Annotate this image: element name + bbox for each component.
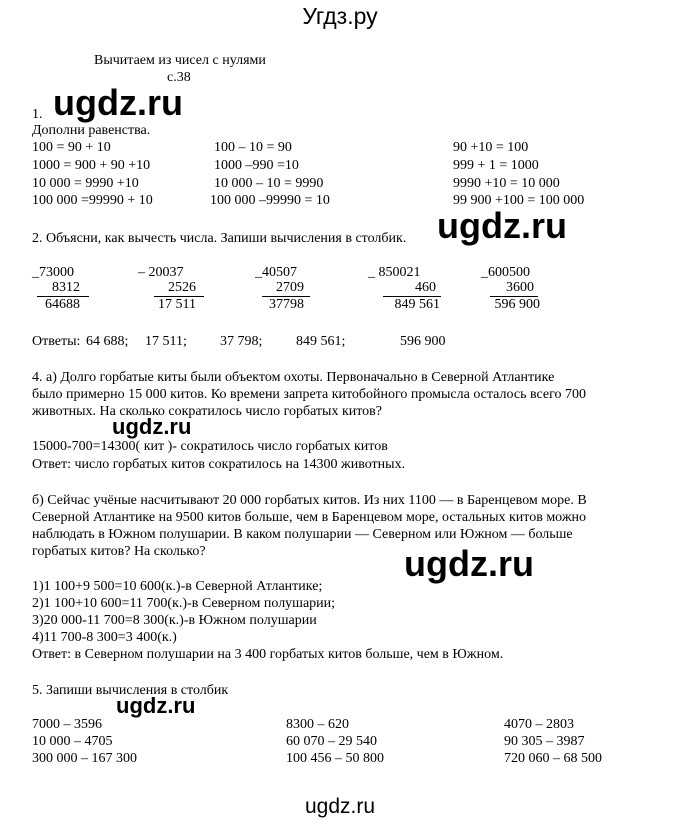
task4b-text-2: Северной Атлантике на 9500 китов больше, чем в Баренцевом море, остальных китов можно	[32, 510, 586, 525]
task1-r2-c1: 1000 = 900 + 90 +10	[32, 158, 151, 173]
task1-r3-c1: 10 000 = 9990 +10	[32, 176, 139, 191]
task2-col4-res: 849 561	[394, 297, 440, 312]
task2-answer-2: 17 511;	[145, 334, 187, 349]
task1-r3-c2: 10 000 – 10 = 9990	[214, 176, 324, 191]
task1-instruction: Дополни равенства.	[32, 123, 151, 138]
task5-r3-c3: 720 060 – 68 500	[504, 751, 602, 766]
task4b-text-3: наблюдать в Южном полушарии. В каком полушарии — Северном или Южном — больше	[32, 527, 573, 542]
watermark-4: ugdz.ru	[404, 543, 534, 584]
task4a-solution: 15000-700=14300( кит )- сократилось число горбатых китов	[32, 439, 388, 454]
task2-answer-1: 64 688;	[86, 334, 129, 349]
watermark-5: ugdz.ru	[116, 693, 196, 718]
task5-r1-c2: 8300 – 620	[286, 717, 349, 732]
page-reference: с.38	[167, 70, 191, 85]
task4a-answer: Ответ: число горбатых китов сократилось на 14300 животных.	[32, 457, 406, 472]
task1-r2-c3: 999 + 1 = 1000	[453, 158, 539, 173]
task5-r2-c3: 90 305 – 3987	[504, 734, 585, 749]
task2-col3-sub: 2709	[276, 280, 304, 295]
task2-instruction: 2. Объясни, как вычесть числа. Запиши вычисления в столбик.	[32, 231, 407, 246]
task2-col1-res: 64688	[45, 297, 80, 312]
task2-answer-5: 596 900	[400, 334, 446, 349]
page-title: Вычитаем из чисел с нулями	[94, 53, 266, 68]
task2-col4-top: _ 850021	[368, 265, 421, 280]
task2-col5-top: _600500	[481, 265, 530, 280]
task4b-step-2: 2)1 100+10 600=11 700(к.)-в Северном полушарии;	[32, 596, 336, 611]
task1-r3-c3: 9990 +10 = 10 000	[453, 176, 560, 191]
task4b-step-1: 1)1 100+9 500=10 600(к.)-в Северной Атлантике;	[32, 579, 323, 594]
task1-number: 1.	[32, 107, 43, 122]
task2-answer-3: 37 798;	[220, 334, 263, 349]
task4a-text-1: 4. а) Долго горбатые киты были объектом охоты. Первоначально в Северной Атлантике	[32, 370, 555, 385]
watermark-3: ugdz.ru	[112, 414, 192, 439]
task5-r1-c1: 7000 – 3596	[32, 717, 102, 732]
task2-col2-top: – 20037	[138, 265, 184, 280]
task2-col2-sub: 2526	[168, 280, 196, 295]
task2-col5-sub: 3600	[506, 280, 534, 295]
watermark-2: ugdz.ru	[437, 205, 567, 246]
task2-col1-sub: 8312	[52, 280, 80, 295]
task2-col4-sub: 460	[415, 280, 436, 295]
watermark-1: ugdz.ru	[53, 82, 183, 123]
task1-r4-c3: 99 900 +100 = 100 000	[453, 193, 585, 208]
task1-r1-c1: 100 = 90 + 10	[32, 140, 111, 155]
task2-answer-4: 849 561;	[296, 334, 346, 349]
task1-r4-c1: 100 000 =99990 + 10	[32, 193, 153, 208]
task5-r2-c2: 60 070 – 29 540	[286, 734, 377, 749]
task5-r1-c3: 4070 – 2803	[504, 717, 574, 732]
site-footer: ugdz.ru	[304, 795, 376, 818]
task2-answers-label: Ответы:	[32, 334, 81, 349]
task1-r2-c2: 1000 –990 =10	[214, 158, 299, 173]
task4b-step-3: 3)20 000-11 700=8 300(к.)-в Южном полушарии	[32, 613, 317, 628]
task4b-text-1: б) Сейчас учёные насчитывают 20 000 горбатых китов. Из них 1100 — в Баренцевом море. В	[32, 493, 587, 508]
task4a-text-3: животных. На сколько сократилось число горбатых китов?	[32, 404, 383, 419]
task5-r3-c2: 100 456 – 50 800	[286, 751, 384, 766]
task4b-step-4: 4)11 700-8 300=3 400(к.)	[32, 630, 177, 645]
task2-col2-res: 17 511	[158, 297, 196, 312]
task4b-answer: Ответ: в Северном полушарии на 3 400 горбатых китов больше, чем в Южном.	[32, 647, 504, 662]
task1-r1-c3: 90 +10 = 100	[453, 140, 529, 155]
task2-col5-res: 596 900	[494, 297, 540, 312]
task4b-text-4: горбатых китов? На сколько?	[32, 544, 206, 559]
task2-col1-top: _73000	[32, 265, 74, 280]
task5-instruction: 5. Запиши вычисления в столбик	[32, 683, 229, 698]
site-header: Угдз.ру	[302, 3, 378, 29]
task5-r3-c1: 300 000 – 167 300	[32, 751, 137, 766]
task2-col3-top: _40507	[255, 265, 297, 280]
task1-r4-c2: 100 000 –99990 = 10	[210, 193, 330, 208]
task2-col3-res: 37798	[269, 297, 304, 312]
task1-r1-c2: 100 – 10 = 90	[214, 140, 292, 155]
task4a-text-2: было примерно 15 000 китов. Ко времени запрета китобойного промысла осталось всего 700	[32, 387, 586, 402]
task5-r2-c1: 10 000 – 4705	[32, 734, 113, 749]
